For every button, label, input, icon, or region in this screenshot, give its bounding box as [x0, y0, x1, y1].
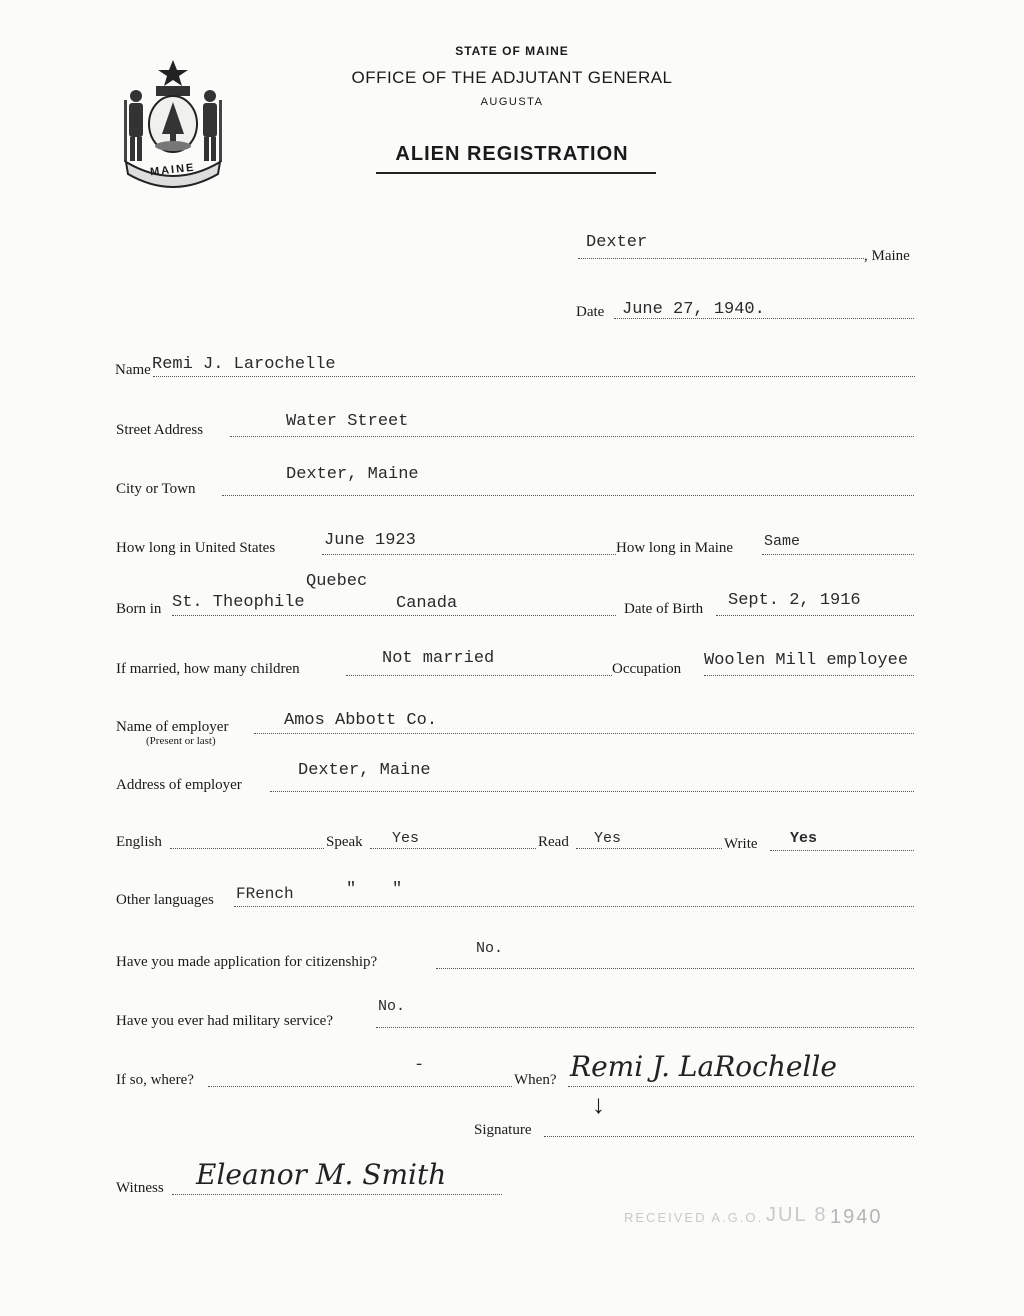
- when-label: When?: [514, 1072, 557, 1088]
- date-label: Date: [576, 304, 605, 320]
- born-line: [172, 615, 616, 616]
- write-line: [770, 850, 914, 851]
- name-line: [153, 376, 915, 377]
- write-label: Write: [724, 836, 758, 852]
- signature-label: Signature: [474, 1122, 532, 1138]
- employer-sub-label: (Present or last): [146, 735, 216, 747]
- received-stamp-year: 1940: [830, 1206, 883, 1228]
- state-label: , Maine: [864, 248, 910, 264]
- witness-label: Witness: [116, 1180, 164, 1196]
- other-languages-label: Other languages: [116, 892, 214, 908]
- citizenship-label: Have you made application for citizenship?: [116, 954, 378, 970]
- header-city: AUGUSTA: [480, 96, 544, 108]
- where-line: [208, 1086, 512, 1087]
- name-value: Remi J. Larochelle: [152, 355, 336, 374]
- employer-address-value: Dexter, Maine: [298, 761, 431, 780]
- street-label: Street Address: [116, 422, 204, 438]
- occupation-value: Woolen Mill employee: [704, 651, 909, 670]
- citizenship-value: No.: [476, 940, 504, 957]
- dob-line: [716, 615, 914, 616]
- where-label: If so, where?: [116, 1072, 194, 1088]
- dob-value: Sept. 2, 1916: [728, 591, 861, 610]
- form-title: ALIEN REGISTRATION: [395, 143, 629, 165]
- children-value: Not married: [382, 649, 495, 668]
- military-line: [376, 1027, 914, 1028]
- header-office: OFFICE OF THE ADJUTANT GENERAL: [351, 68, 673, 87]
- military-value: No.: [378, 998, 406, 1015]
- occupation-label: Occupation: [612, 661, 682, 677]
- street-value: Water Street: [286, 412, 409, 431]
- other-languages-value: FRench: [236, 885, 294, 903]
- where-value: -: [414, 1056, 425, 1075]
- read-label: Read: [538, 834, 569, 850]
- how-long-us-label: How long in United States: [116, 540, 276, 556]
- how-long-us-line: [322, 554, 616, 555]
- speak-line: [370, 848, 536, 849]
- city-label: City or Town: [116, 481, 196, 497]
- citizenship-line: [436, 968, 914, 969]
- children-label: If married, how many children: [116, 661, 300, 677]
- employer-line: [254, 733, 914, 734]
- town-line: [578, 258, 864, 259]
- when-line: [568, 1086, 914, 1087]
- born-place: St. Theophile: [172, 593, 305, 612]
- born-province: Quebec: [306, 572, 368, 591]
- english-label: English: [116, 834, 162, 850]
- employer-address-label: Address of employer: [116, 777, 242, 793]
- read-line: [576, 848, 722, 849]
- occupation-line: [704, 675, 914, 676]
- english-line: [170, 848, 324, 849]
- how-long-maine-value: Same: [764, 533, 801, 550]
- date-value: June 27, 1940.: [622, 300, 765, 319]
- children-line: [346, 675, 612, 676]
- how-long-maine-line: [762, 554, 914, 555]
- other-languages-line: [234, 906, 914, 907]
- street-line: [230, 436, 914, 437]
- read-value: Yes: [594, 830, 622, 847]
- ditto-mark-1: ": [346, 880, 357, 899]
- write-value: Yes: [790, 830, 818, 847]
- how-long-us-value: June 1923: [324, 531, 416, 550]
- dob-label: Date of Birth: [624, 601, 704, 617]
- seal-ribbon-text: MAINE: [149, 161, 196, 179]
- employer-value: Amos Abbott Co.: [284, 711, 438, 730]
- employer-address-line: [270, 791, 914, 792]
- header-state: STATE OF MAINE: [455, 44, 569, 58]
- city-value: Dexter, Maine: [286, 465, 419, 484]
- signature-line: [544, 1136, 914, 1137]
- town-value: Dexter: [586, 233, 648, 252]
- employer-label: Name of employer: [116, 719, 229, 735]
- how-long-maine-label: How long in Maine: [616, 540, 734, 556]
- title-underline: [376, 172, 656, 174]
- signature-handwriting: Remi J. LaRochelle: [570, 1050, 837, 1083]
- ditto-mark-2: ": [392, 880, 403, 899]
- military-label: Have you ever had military service?: [116, 1013, 333, 1029]
- born-label: Born in: [116, 601, 162, 617]
- name-label: Name: [115, 362, 151, 378]
- city-line: [222, 495, 914, 496]
- received-stamp-label: RECEIVED A.G.O.: [624, 1210, 764, 1225]
- witness-line: [172, 1194, 502, 1195]
- signature-arrow-icon: ↓: [592, 1090, 605, 1119]
- speak-value: Yes: [392, 830, 420, 847]
- speak-label: Speak: [326, 834, 363, 850]
- witness-signature: Eleanor M. Smith: [196, 1158, 447, 1191]
- received-stamp-date: JUL 8: [766, 1204, 828, 1226]
- born-country: Canada: [396, 594, 458, 613]
